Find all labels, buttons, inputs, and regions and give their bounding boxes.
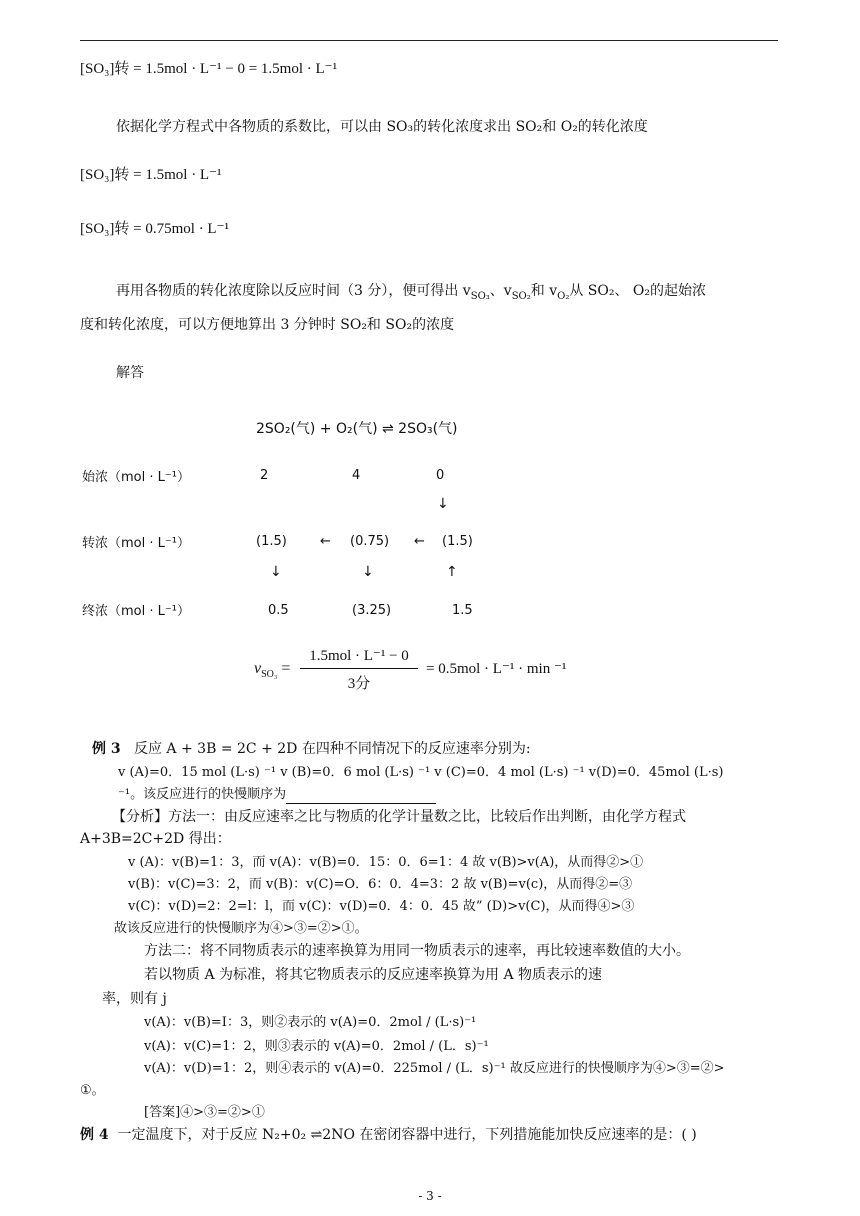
calc-line-1: [SO₃]转 = 1.5mol · L⁻¹ − 0 = 1.5mol · L⁻¹	[80, 61, 338, 77]
rate-result: = 0.5mol · L⁻¹ · min ⁻¹	[426, 661, 567, 677]
reaction-equation: 2SO₂(气) + O₂(气) ⇌ 2SO₃(气)	[256, 421, 458, 437]
method1-line-3: v(C)：v(D)=2：2=l：l，而 v(C)：v(D)=0．4：0．45 故” (D)>v(C)，从而得④>③	[128, 899, 635, 914]
start-so2: 2	[260, 468, 269, 483]
example4	[80, 1126, 697, 1144]
method1-line-2: v(B)：v(C)=3：2，而 v(B)：v(C)=O．6：0．4=3：2 故 v(B)=v(c)，从而得②=③	[128, 877, 633, 892]
arrow-down-so2: ↓	[270, 564, 282, 580]
rate-lhs: $v_{SO_3}$ =	[254, 660, 291, 681]
reversible-arrow: ⇌	[310, 1127, 323, 1143]
calc-paragraph-1: 依据化学方程式中各物质的系数比，可以由 SO₃的转化浓度求出 SO₂和 O₂的转化浓度	[116, 119, 648, 135]
example3-rates: v (A)=0．15 mol (L·s) ⁻¹ v (B)=0．6 mol (L·s) ⁻¹ v (C)=0．4 mol (L·s) ⁻¹ v(D)=0．45mol (L·s)	[118, 765, 724, 780]
para2-text-end: 从 SO₂、 O₂的起始浓	[569, 283, 707, 299]
row-label-change: 转浓（mol · L⁻¹）	[82, 536, 190, 551]
analysis-line-1: 【分析】方法一：由反应速率之比与物质的化学计量数之比，比较后作出判断，由化学方程式	[112, 809, 686, 825]
change-arrow-left-1: ←	[320, 534, 331, 549]
change-so2: (1.5)	[256, 534, 287, 549]
rate-numerator: 1.5mol · L⁻¹ − 0	[309, 648, 409, 664]
arrow-down-o2: ↓	[362, 564, 374, 580]
rate-fraction	[300, 646, 418, 696]
rate-denominator: 3分	[347, 676, 371, 692]
page-number: - 3 -	[418, 1189, 442, 1203]
para2-text-mid1: 、v	[489, 283, 512, 299]
arrow-up-so3: ↑	[446, 564, 458, 580]
final-so2: 0.5	[268, 603, 289, 618]
arrow-down-so3: ↓	[437, 496, 449, 512]
row-label-start: 始浓（mol · L⁻¹）	[82, 470, 190, 485]
para2-text-start: 再用各物质的转化浓度除以反应时间（3 分），便可得出 v	[116, 283, 471, 299]
change-so3: (1.5)	[442, 534, 473, 549]
final-so3: 1.5	[452, 603, 473, 618]
example3-answer: [答案]④>③=②>①	[144, 1105, 265, 1120]
final-o2: (3.25)	[352, 603, 392, 618]
para2-sub-so3: SO₃	[470, 290, 490, 302]
example3-rates-cont	[118, 786, 436, 804]
example4-text-a: 一定温度下，对于反应 N₂+0₂	[117, 1127, 307, 1143]
change-o2: (0.75)	[350, 534, 390, 549]
method2-line-5: v(A)：v(C)=1：2，则③表示的 v(A)=0．2mol / (L．s)⁻¹	[144, 1039, 489, 1054]
fraction-bar	[300, 668, 418, 669]
method2-line-6: v(A)：v(D)=1：2，则④表示的 v(A)=0．225mol / (L．s)⁻¹ 故反应进行的快慢顺序为④>③=②>	[144, 1061, 725, 1076]
row-label-final: 终浓（mol · L⁻¹）	[82, 604, 190, 619]
example4-text-b: 2NO 在密闭容器中进行，下列措施能加快反应速率的是：( )	[322, 1127, 697, 1143]
method1-line-4: 故该反应进行的快慢顺序为④>③=②>①。	[114, 921, 368, 936]
method2-line-4: v(A)：v(B)=I：3，则②表示的 v(A)=0．2mol / (L·s)⁻¹	[144, 1015, 477, 1030]
para2-text-mid2: 和 v	[530, 283, 558, 299]
answer-blank	[286, 789, 436, 804]
change-arrow-left-2: ←	[414, 534, 425, 549]
example3-text: 反应 A + 3B = 2C + 2D 在四种不同情况下的反应速率分别为:	[133, 741, 531, 757]
solution-heading: 解答	[116, 365, 144, 381]
rate-subscript: SO₃	[261, 669, 278, 681]
example3-intro	[92, 740, 531, 758]
para2-sub-so2: SO₂	[511, 290, 531, 302]
example4-label: 例 4	[80, 1127, 109, 1143]
start-so3: 0	[436, 468, 445, 483]
para2-sub-o2: O₂	[557, 290, 570, 302]
example3-label: 例 3	[92, 741, 121, 757]
method2-line-3: 率，则有 j	[102, 991, 167, 1007]
header-rule	[80, 40, 778, 41]
calc-line-3: [SO₃]转 = 0.75mol · L⁻¹	[80, 221, 230, 237]
method2-line-1: 方法二：将不同物质表示的速率换算为用同一物质表示的速率，再比较速率数值的大小。	[144, 943, 690, 959]
example3-order-text: ⁻¹。该反应进行的快慢顺序为	[118, 787, 287, 802]
start-o2: 4	[352, 468, 361, 483]
method2-line-2: 若以物质 A 为标准，将其它物质表示的反应速率换算为用 A 物质表示的速	[144, 967, 603, 983]
calc-line-2: [SO₃]转 = 1.5mol · L⁻¹	[80, 167, 222, 183]
method1-line-1: v (A)：v(B)=1：3，而 v(A)：v(B)=0．15：0．6=1：4 故 v(B)>v(A)，从而得②>①	[128, 855, 644, 870]
calc-paragraph-2a	[116, 282, 706, 300]
rate-v: v	[254, 660, 262, 677]
method2-line-7: ①。	[80, 1083, 105, 1098]
analysis-line-2: A+3B=2C+2D 得出：	[80, 831, 231, 847]
calc-paragraph-2b: 度和转化浓度，可以方便地算出 3 分钟时 SO₂和 SO₂的浓度	[80, 317, 455, 333]
